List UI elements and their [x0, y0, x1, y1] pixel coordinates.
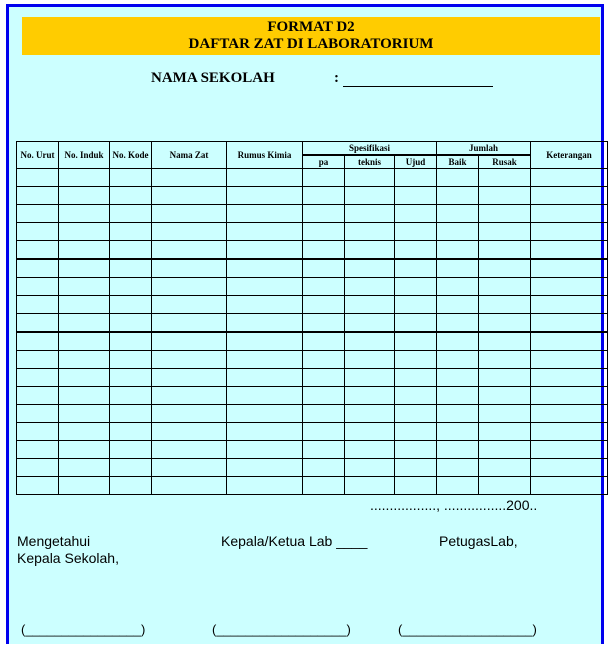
- school-name-colon: :: [334, 70, 339, 86]
- table-row: [17, 223, 608, 241]
- table-cell: [303, 477, 345, 495]
- mengetahui-label: Mengetahui: [17, 533, 91, 549]
- table-cell: [110, 405, 152, 423]
- table-cell: [17, 241, 59, 260]
- table-cell: [479, 278, 531, 296]
- header-keterangan: Keterangan: [531, 142, 608, 169]
- table-cell: [227, 223, 303, 241]
- table-cell: [227, 369, 303, 387]
- table-cell: [227, 441, 303, 459]
- table-row: [17, 387, 608, 405]
- header-no-urut: No. Urut: [17, 142, 59, 169]
- document-page: [6, 4, 604, 644]
- table-cell: [437, 477, 479, 495]
- table-cell: [345, 369, 395, 387]
- table-cell: [531, 314, 608, 333]
- table-cell: [17, 332, 59, 351]
- table-row: [17, 459, 608, 477]
- table-cell: [345, 314, 395, 333]
- table-cell: [437, 187, 479, 205]
- table-cell: [479, 187, 531, 205]
- table-cell: [531, 387, 608, 405]
- table-row: [17, 423, 608, 441]
- table-cell: [17, 314, 59, 333]
- table-cell: [437, 459, 479, 477]
- table-row: [17, 205, 608, 223]
- table-cell: [479, 423, 531, 441]
- table-cell: [345, 169, 395, 187]
- table-cell: [59, 332, 110, 351]
- table-row: [17, 477, 608, 495]
- table-cell: [531, 169, 608, 187]
- table-cell: [345, 259, 395, 278]
- table-cell: [395, 187, 437, 205]
- table-cell: [345, 278, 395, 296]
- table-cell: [303, 314, 345, 333]
- table-cell: [152, 405, 227, 423]
- table-cell: [345, 296, 395, 314]
- table-cell: [227, 259, 303, 278]
- table-cell: [303, 223, 345, 241]
- table-cell: [17, 387, 59, 405]
- table-cell: [437, 296, 479, 314]
- table-cell: [59, 351, 110, 369]
- table-row: [17, 169, 608, 187]
- table-cell: [395, 351, 437, 369]
- table-cell: [110, 314, 152, 333]
- document-title: DAFTAR ZAT DI LABORATORIUM: [188, 36, 434, 52]
- table-cell: [152, 441, 227, 459]
- table-cell: [437, 278, 479, 296]
- header-spesifikasi: Spesifikasi: [303, 142, 437, 156]
- table-cell: [59, 223, 110, 241]
- table-cell: [345, 387, 395, 405]
- inventory-table: [16, 141, 608, 495]
- table-cell: [17, 477, 59, 495]
- header-no-kode: No. Kode: [110, 142, 152, 169]
- table-cell: [395, 223, 437, 241]
- table-cell: [437, 241, 479, 260]
- table-cell: [303, 405, 345, 423]
- table-row: [17, 259, 608, 278]
- table-cell: [531, 441, 608, 459]
- table-cell: [110, 351, 152, 369]
- table-cell: [59, 369, 110, 387]
- table-cell: [395, 241, 437, 260]
- table-cell: [110, 369, 152, 387]
- table-cell: [395, 441, 437, 459]
- table-cell: [437, 423, 479, 441]
- header-rumus-kimia: Rumus Kimia: [227, 142, 303, 169]
- table-row: [17, 351, 608, 369]
- table-cell: [531, 423, 608, 441]
- table-cell: [227, 187, 303, 205]
- table-cell: [395, 332, 437, 351]
- table-cell: [395, 369, 437, 387]
- table-row: [17, 187, 608, 205]
- table-cell: [59, 477, 110, 495]
- table-cell: [110, 423, 152, 441]
- table-cell: [59, 441, 110, 459]
- table-cell: [17, 259, 59, 278]
- table-cell: [59, 405, 110, 423]
- table-cell: [17, 369, 59, 387]
- table-cell: [303, 296, 345, 314]
- table-cell: [110, 387, 152, 405]
- table-cell: [303, 169, 345, 187]
- table-cell: [479, 169, 531, 187]
- table-cell: [59, 278, 110, 296]
- table-cell: [345, 441, 395, 459]
- table-cell: [437, 223, 479, 241]
- table-cell: [345, 332, 395, 351]
- table-cell: [479, 223, 531, 241]
- table-cell: [345, 423, 395, 441]
- table-cell: [227, 423, 303, 441]
- format-title: FORMAT D2: [267, 19, 355, 35]
- table-cell: [395, 169, 437, 187]
- table-cell: [479, 477, 531, 495]
- table-cell: [303, 278, 345, 296]
- table-cell: [152, 223, 227, 241]
- signature-principal: [17, 533, 119, 567]
- table-cell: [152, 351, 227, 369]
- table-cell: [303, 332, 345, 351]
- table-cell: [110, 259, 152, 278]
- table-cell: [531, 369, 608, 387]
- table-cell: [479, 387, 531, 405]
- date-line: ................., ................200..: [370, 497, 538, 513]
- table-cell: [227, 169, 303, 187]
- table-cell: [479, 459, 531, 477]
- table-cell: [110, 441, 152, 459]
- table-row: [17, 278, 608, 296]
- table-cell: [395, 314, 437, 333]
- table-cell: [303, 423, 345, 441]
- table-cell: [479, 405, 531, 423]
- table-cell: [227, 459, 303, 477]
- table-cell: [531, 187, 608, 205]
- table-cell: [59, 314, 110, 333]
- table-row: [17, 441, 608, 459]
- table-row: [17, 296, 608, 314]
- table-cell: [345, 205, 395, 223]
- table-cell: [395, 278, 437, 296]
- table-cell: [395, 205, 437, 223]
- table-cell: [227, 332, 303, 351]
- table-cell: [17, 205, 59, 223]
- table-cell: [110, 477, 152, 495]
- table-cell: [437, 405, 479, 423]
- table-cell: [437, 441, 479, 459]
- table-cell: [303, 387, 345, 405]
- table-cell: [531, 405, 608, 423]
- table-cell: [17, 296, 59, 314]
- table-cell: [531, 205, 608, 223]
- header-jumlah: Jumlah: [437, 142, 531, 156]
- table-cell: [345, 477, 395, 495]
- table-cell: [110, 223, 152, 241]
- table-row: [17, 369, 608, 387]
- table-cell: [531, 278, 608, 296]
- table-row: [17, 241, 608, 260]
- table-cell: [110, 296, 152, 314]
- table-cell: [395, 387, 437, 405]
- table-cell: [227, 405, 303, 423]
- table-cell: [152, 278, 227, 296]
- table-cell: [152, 314, 227, 333]
- table-cell: [479, 332, 531, 351]
- table-cell: [152, 369, 227, 387]
- header-nama-zat: Nama Zat: [152, 142, 227, 169]
- table-cell: [303, 205, 345, 223]
- table-cell: [303, 187, 345, 205]
- signature-blank-kepala-lab: (__________________): [212, 622, 351, 637]
- table-cell: [479, 205, 531, 223]
- table-cell: [395, 259, 437, 278]
- table-cell: [531, 477, 608, 495]
- table-row: [17, 314, 608, 333]
- table-cell: [227, 387, 303, 405]
- table-cell: [110, 169, 152, 187]
- table-cell: [152, 332, 227, 351]
- inventory-table-body: [17, 169, 608, 495]
- table-cell: [227, 278, 303, 296]
- table-cell: [17, 223, 59, 241]
- table-cell: [59, 205, 110, 223]
- table-cell: [227, 314, 303, 333]
- header-no-induk: No. Induk: [59, 142, 110, 169]
- table-cell: [227, 241, 303, 260]
- school-name-label: NAMA SEKOLAH: [151, 70, 275, 86]
- table-cell: [59, 259, 110, 278]
- table-cell: [152, 205, 227, 223]
- table-cell: [59, 387, 110, 405]
- kepala-lab-label: Kepala/Ketua Lab ____: [221, 533, 368, 549]
- table-cell: [110, 187, 152, 205]
- table-cell: [303, 241, 345, 260]
- table-cell: [227, 296, 303, 314]
- table-cell: [531, 241, 608, 260]
- signature-blank-petugas: (__________________): [398, 622, 537, 637]
- header-teknis: teknis: [345, 155, 395, 169]
- table-cell: [437, 387, 479, 405]
- table-cell: [17, 405, 59, 423]
- table-cell: [437, 369, 479, 387]
- table-cell: [110, 205, 152, 223]
- table-cell: [152, 187, 227, 205]
- table-cell: [531, 351, 608, 369]
- table-cell: [479, 241, 531, 260]
- table-cell: [437, 205, 479, 223]
- table-cell: [437, 351, 479, 369]
- table-cell: [303, 259, 345, 278]
- table-cell: [395, 405, 437, 423]
- table-cell: [59, 169, 110, 187]
- table-cell: [59, 296, 110, 314]
- table-cell: [17, 169, 59, 187]
- table-cell: [110, 332, 152, 351]
- table-cell: [227, 205, 303, 223]
- table-cell: [479, 369, 531, 387]
- table-cell: [345, 241, 395, 260]
- table-cell: [227, 477, 303, 495]
- table-cell: [531, 223, 608, 241]
- table-cell: [17, 441, 59, 459]
- table-cell: [17, 351, 59, 369]
- table-cell: [59, 459, 110, 477]
- petugas-lab-label: PetugasLab,: [439, 533, 518, 549]
- table-cell: [479, 441, 531, 459]
- title-banner: [22, 17, 600, 55]
- inventory-table-wrapper: [16, 141, 607, 495]
- table-cell: [59, 241, 110, 260]
- table-cell: [110, 278, 152, 296]
- table-cell: [395, 296, 437, 314]
- table-cell: [152, 477, 227, 495]
- school-name-blank-line: [343, 86, 493, 87]
- table-cell: [17, 423, 59, 441]
- table-cell: [17, 459, 59, 477]
- table-cell: [152, 459, 227, 477]
- table-cell: [345, 459, 395, 477]
- table-cell: [345, 223, 395, 241]
- table-cell: [531, 259, 608, 278]
- table-cell: [152, 296, 227, 314]
- table-row: [17, 332, 608, 351]
- table-cell: [395, 459, 437, 477]
- table-cell: [17, 187, 59, 205]
- table-cell: [437, 169, 479, 187]
- table-cell: [395, 423, 437, 441]
- table-cell: [303, 369, 345, 387]
- header-rusak: Rusak: [479, 155, 531, 169]
- table-cell: [395, 477, 437, 495]
- table-cell: [345, 187, 395, 205]
- table-cell: [227, 351, 303, 369]
- table-cell: [437, 332, 479, 351]
- table-cell: [479, 296, 531, 314]
- table-cell: [479, 259, 531, 278]
- table-cell: [59, 187, 110, 205]
- table-cell: [437, 259, 479, 278]
- table-cell: [110, 459, 152, 477]
- table-cell: [152, 259, 227, 278]
- kepala-sekolah-label: Kepala Sekolah,: [17, 550, 119, 566]
- table-cell: [152, 423, 227, 441]
- table-cell: [110, 241, 152, 260]
- table-cell: [17, 278, 59, 296]
- table-cell: [59, 423, 110, 441]
- signature-blank-principal: (________________): [21, 622, 146, 637]
- table-cell: [531, 332, 608, 351]
- table-cell: [152, 241, 227, 260]
- table-cell: [345, 351, 395, 369]
- table-cell: [345, 405, 395, 423]
- table-row: [17, 405, 608, 423]
- table-cell: [479, 351, 531, 369]
- table-cell: [531, 459, 608, 477]
- table-cell: [303, 441, 345, 459]
- header-pa: pa: [303, 155, 345, 169]
- table-cell: [152, 169, 227, 187]
- table-cell: [531, 296, 608, 314]
- table-cell: [303, 351, 345, 369]
- table-cell: [303, 459, 345, 477]
- table-cell: [479, 314, 531, 333]
- table-cell: [152, 387, 227, 405]
- header-ujud: Ujud: [395, 155, 437, 169]
- header-baik: Baik: [437, 155, 479, 169]
- table-cell: [437, 314, 479, 333]
